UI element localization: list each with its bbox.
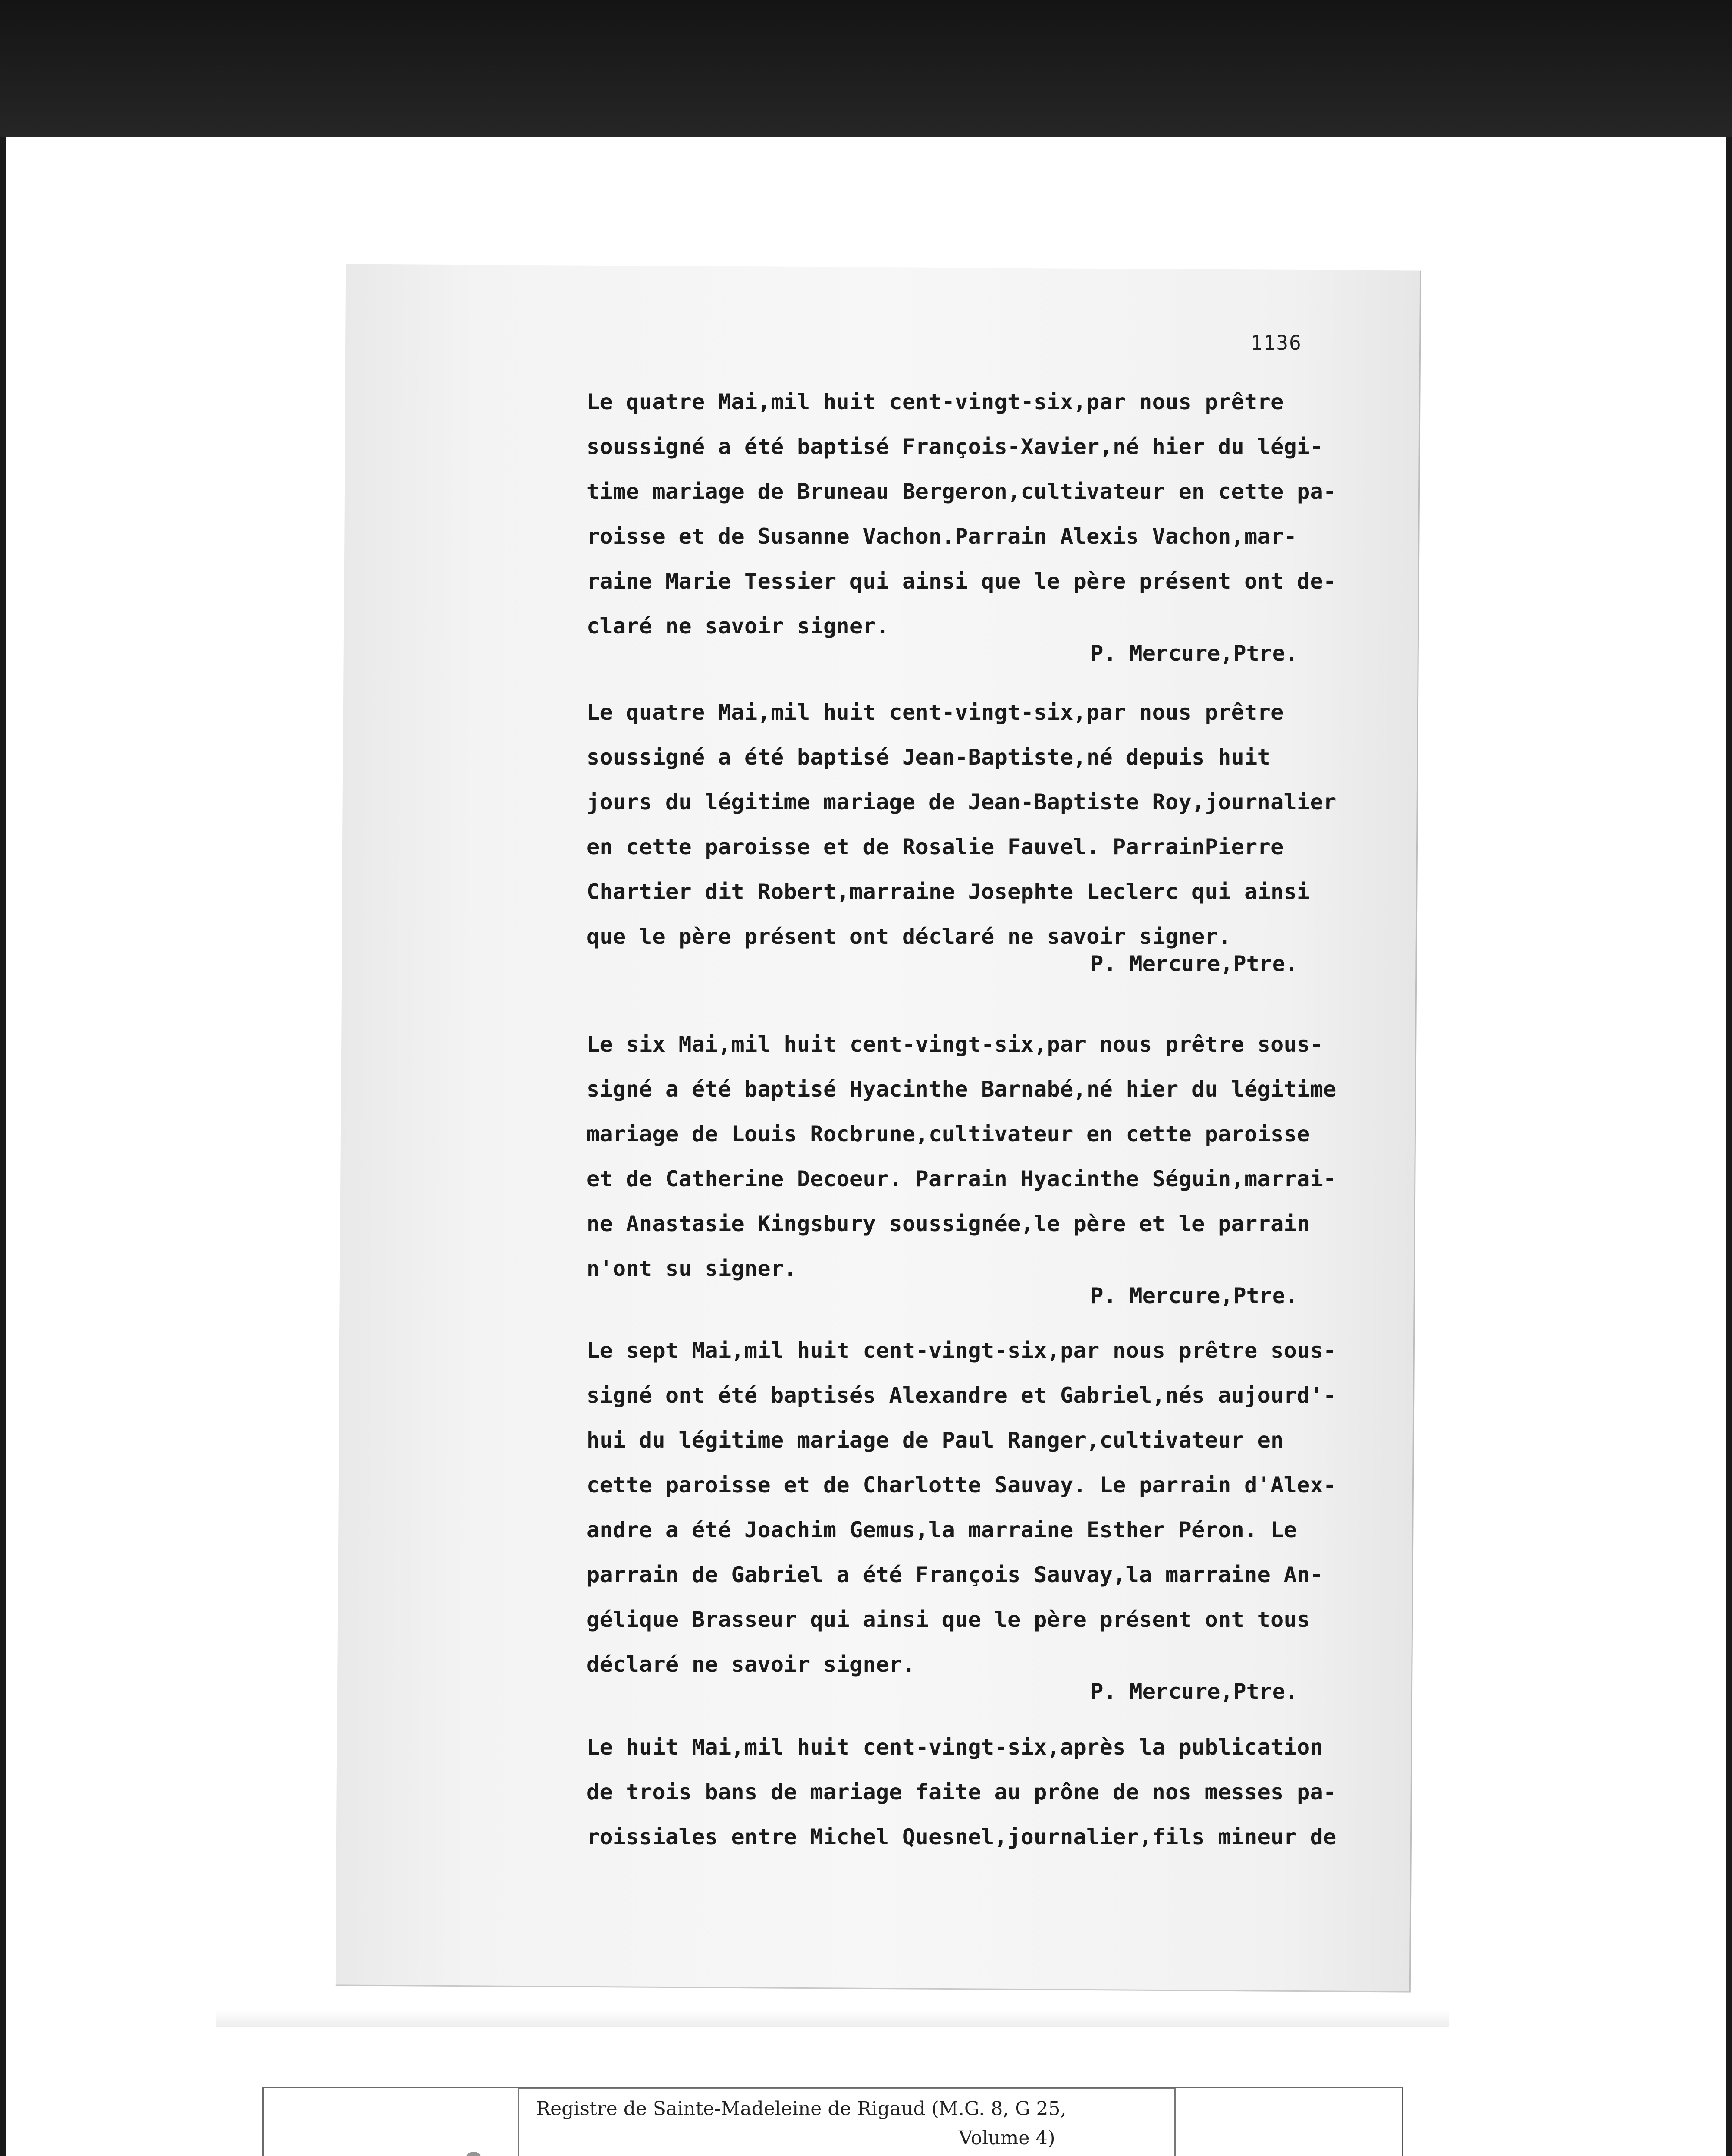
- reference-label: [518, 2088, 1176, 2156]
- entry-line: gélique Brasseur qui ainsi que le père présent ont tous: [587, 1607, 1310, 1632]
- entry-line: ne Anastasie Kingsbury soussignée,le père et le parrain: [587, 1211, 1310, 1236]
- reference-line-1: Registre de Sainte-Madeleine de Rigaud (M.G. 8, G 25,: [536, 2098, 1067, 2120]
- entry-line: soussigné a été baptisé Jean-Baptiste,né depuis huit: [587, 745, 1271, 770]
- scan-left-border: [0, 137, 6, 2156]
- entry-line: hui du légitime mariage de Paul Ranger,cultivateur en: [587, 1428, 1284, 1453]
- entry-line: roissiales entre Michel Quesnel,journalier,fils mineur de: [587, 1824, 1337, 1849]
- register-entry-4: [587, 1328, 1337, 1707]
- entry-line: Le quatre Mai,mil huit cent-vingt-six,par nous prêtre: [587, 700, 1284, 725]
- entry-line: Le sept Mai,mil huit cent-vingt-six,par nous prêtre sous-: [587, 1338, 1337, 1363]
- entry-line: raine Marie Tessier qui ainsi que le père présent ont de-: [587, 569, 1337, 594]
- entry-line: signé ont été baptisés Alexandre et Gabriel,nés aujourd'-: [587, 1383, 1337, 1408]
- entry-line: et de Catherine Decoeur. Parrain Hyacinthe Séguin,marrai-: [587, 1166, 1337, 1191]
- register-entry-1: [587, 379, 1337, 668]
- priest-signature: P. Mercure,Ptre.: [1090, 1679, 1298, 1704]
- priest-signature: P. Mercure,Ptre.: [1090, 1283, 1298, 1308]
- page-shadow: [216, 2009, 1449, 2027]
- entry-line: Chartier dit Robert,marraine Josephte Leclerc qui ainsi: [587, 879, 1310, 904]
- register-entry-3: [587, 1022, 1337, 1311]
- entry-line: mariage de Louis Rocbrune,cultivateur en cette paroisse: [587, 1122, 1310, 1147]
- page-number: 1136: [1251, 331, 1302, 354]
- entry-line: time mariage de Bruneau Bergeron,cultivateur en cette pa-: [587, 479, 1337, 504]
- entry-line: roisse et de Susanne Vachon.Parrain Alexis Vachon,mar-: [587, 524, 1297, 549]
- entry-line: déclaré ne savoir signer.: [587, 1652, 916, 1677]
- entry-line: cette paroisse et de Charlotte Sauvay. Le parrain d'Alex-: [587, 1473, 1337, 1498]
- scan-right-border: [1726, 137, 1732, 2156]
- entry-line: de trois bans de mariage faite au prône de nos messes pa-: [587, 1780, 1337, 1805]
- priest-signature: P. Mercure,Ptre.: [1090, 951, 1298, 976]
- entry-line: jours du légitime mariage de Jean-Baptiste Roy,journalier: [587, 790, 1337, 815]
- entry-line: en cette paroisse et de Rosalie Fauvel. ParrainPierre: [587, 834, 1284, 859]
- register-entry-2: [587, 690, 1337, 979]
- reference-line-2: Volume 4): [959, 2127, 1055, 2149]
- priest-signature: P. Mercure,Ptre.: [1090, 641, 1298, 666]
- entry-line: signé a été baptisé Hyacinthe Barnabé,né hier du légitime: [587, 1077, 1337, 1102]
- entry-line: andre a été Joachim Gemus,la marraine Esther Péron. Le: [587, 1517, 1297, 1542]
- register-entry-5: [587, 1725, 1337, 1859]
- entry-line: n'ont su signer.: [587, 1256, 797, 1281]
- entry-line: claré ne savoir signer.: [587, 614, 889, 639]
- entry-line: parrain de Gabriel a été François Sauvay,la marraine An-: [587, 1562, 1324, 1587]
- entry-line: soussigné a été baptisé François-Xavier,né hier du légi-: [587, 434, 1324, 459]
- entry-line: Le huit Mai,mil huit cent-vingt-six,après la publication: [587, 1735, 1324, 1760]
- entry-line: que le père présent ont déclaré ne savoir signer.: [587, 924, 1231, 949]
- entry-line: Le quatre Mai,mil huit cent-vingt-six,par nous prêtre: [587, 389, 1284, 414]
- scan-top-border: [0, 0, 1732, 137]
- entry-line: Le six Mai,mil huit cent-vingt-six,par nous prêtre sous-: [587, 1032, 1324, 1057]
